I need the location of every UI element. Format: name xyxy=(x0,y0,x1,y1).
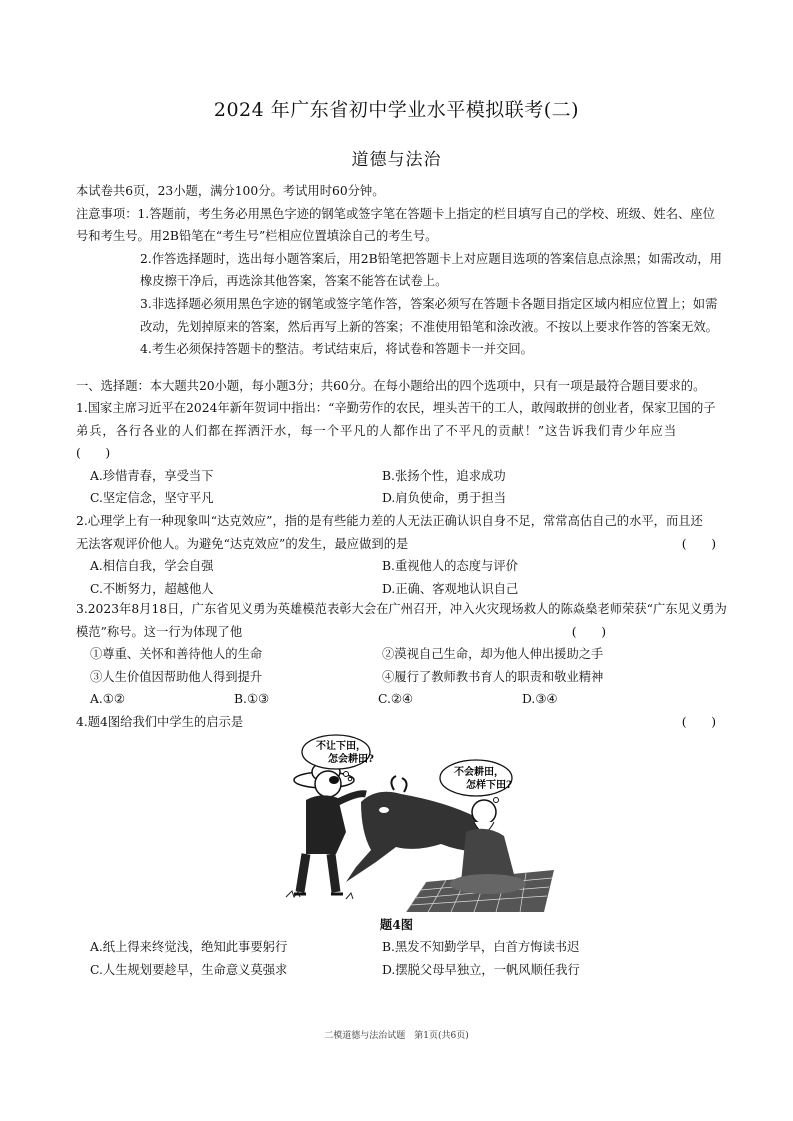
answer-paren: ( ) xyxy=(571,624,606,639)
statements-row xyxy=(76,643,740,666)
option-b: B.黑发不知勤学早，白首方悔读书迟 xyxy=(382,940,580,954)
question-4 xyxy=(76,711,740,734)
options-row xyxy=(76,688,740,711)
option-a: A.珍惜青春，享受当下 xyxy=(90,468,214,483)
option-d: D.正确、客观地认识自己 xyxy=(382,581,519,596)
option-d: D.③④ xyxy=(522,692,558,707)
option-c: C.②④ xyxy=(378,692,413,707)
answer-paren: ( ) xyxy=(681,536,716,551)
instruction-line: 4.考生必须保持答题卡的整洁。考试结束后，将试卷和答题卡一并交回。 xyxy=(140,342,533,357)
page-footer: 二模道德与法治试题 第1页(共6页) xyxy=(324,1031,469,1041)
options-row xyxy=(76,936,740,959)
bubble-left-line-2: 怎会耕田? xyxy=(328,754,374,765)
answer-paren: ( ) xyxy=(76,446,111,461)
option-a: A.纸上得来终觉浅，绝知此事要躬行 xyxy=(90,940,288,954)
subject-title: 道德与法治 xyxy=(351,150,442,170)
option-c: C.人生规划要趁早，生命意义莫强求 xyxy=(90,962,288,977)
speech-bubble-right-icon xyxy=(440,760,512,803)
instruction-line: 本试卷共6页，23小题，满分100分。考试用时60分钟。 xyxy=(76,184,385,198)
bubble-right-line-2: 怎样下田? xyxy=(466,780,512,791)
question-stem: 1.国家主席习近平在2024年新年贺词中指出：“辛勤劳作的农民，埋头苦干的工人，敢闯敢拼的创业者，保家卫国的子 xyxy=(76,401,716,415)
question-2 xyxy=(76,510,740,600)
option-a: A.①② xyxy=(90,692,125,707)
section-heading: 一、选择题：本大题共20小题，每小题3分；共60分。在每小题给出的四个选项中，只有一项是最符合题目要求的。 xyxy=(76,379,706,393)
instruction-line: 2.作答选择题时，选出每小题答案后，用2B铅笔把答题卡上对应题目选项的答案信息点涂黑；如需改动，用 xyxy=(140,251,722,266)
statement-4: ④履行了教师教书育人的职责和敬业精神 xyxy=(382,669,604,684)
exam-instructions xyxy=(76,180,741,361)
question-1 xyxy=(76,397,740,510)
instruction-line: 橡皮擦干净后，再选涂其他答案，答案不能答在试卷上。 xyxy=(140,274,448,289)
options-row xyxy=(76,555,740,578)
question-stem: 3.2023年8月18日，广东省见义勇为英雄模范表彰大会在广州召开，冲入火灾现场救人的陈焱燊老师荣获“广东见义勇为 xyxy=(76,602,727,616)
options-row xyxy=(76,487,740,510)
exam-title: 2024 年广东省初中学业水平模拟联考(二) xyxy=(213,99,580,121)
instruction-line: 注意事项：1.答题前，考生务必用黑色字迹的钢笔或签字笔在答题卡上指定的栏目填写自己的学校、班级、姓名、座位 xyxy=(76,206,715,221)
option-a: A.相信自我，学会自强 xyxy=(90,559,214,574)
option-b: B.张扬个性，追求成功 xyxy=(382,468,506,483)
statement-2: ②漠视自己生命，却为他人伸出援助之手 xyxy=(382,647,604,662)
option-d: D.肩负使命，勇于担当 xyxy=(382,491,507,506)
question-stem: 模范”称号。这一行为体现了他 ( ) xyxy=(76,621,740,644)
options-row xyxy=(76,465,740,488)
question-stem: 弟兵，各行各业的人们都在挥洒汗水，每一个平凡的人都作出了不平凡的贡献！”这告诉我们青少年应当 xyxy=(76,423,678,438)
option-b: B.①③ xyxy=(234,692,269,707)
option-d: D.摆脱父母早独立，一帆风顺任我行 xyxy=(382,962,580,977)
statements-row xyxy=(76,666,740,689)
question-stem: 4.题4图给我们中学生的启示是 ( ) xyxy=(76,711,740,734)
cartoon-figure xyxy=(276,732,554,912)
instruction-line: 号和考生号。用2B铅笔在“考生号”栏相应位置填涂自己的考生号。 xyxy=(76,229,438,244)
options-row xyxy=(76,959,740,982)
question-stem: 无法客观评价他人。为避免“达克效应”的发生，最应做到的是 ( ) xyxy=(76,533,740,556)
question-4-options xyxy=(76,936,740,981)
option-c: C.坚定信念，坚守平凡 xyxy=(90,491,214,506)
question-3 xyxy=(76,598,740,711)
figure-caption: 题4图 xyxy=(379,917,414,932)
option-c: C.不断努力，超越他人 xyxy=(90,581,214,596)
statement-1: ①尊重、关怀和善待他人的生命 xyxy=(90,647,263,662)
options-row xyxy=(76,578,740,601)
instruction-line: 3.非选择题必须用黑色字迹的钢笔或签字笔作答，答案必须写在答题卡各题目指定区域内相应位置上；如需 xyxy=(140,296,718,311)
bubble-left-line-1: 不让下田， xyxy=(316,741,366,752)
bubble-right-line-1: 不会耕田， xyxy=(454,767,504,778)
answer-paren: ( ) xyxy=(681,715,716,729)
instruction-line: 改动，先划掉原来的答案，然后再写上新的答案；不准使用铅笔和涂改液。不按以上要求作答的答案无效。 xyxy=(140,319,718,334)
option-b: B.重视他人的态度与评价 xyxy=(382,559,518,574)
question-stem: 2.心理学上有一种现象叫“达克效应”，指的是有些能力差的人无法正确认识自身不足，常常高估自己的水平，而且还 xyxy=(76,514,703,528)
statement-3: ③人生价值因帮助他人得到提升 xyxy=(90,669,263,684)
